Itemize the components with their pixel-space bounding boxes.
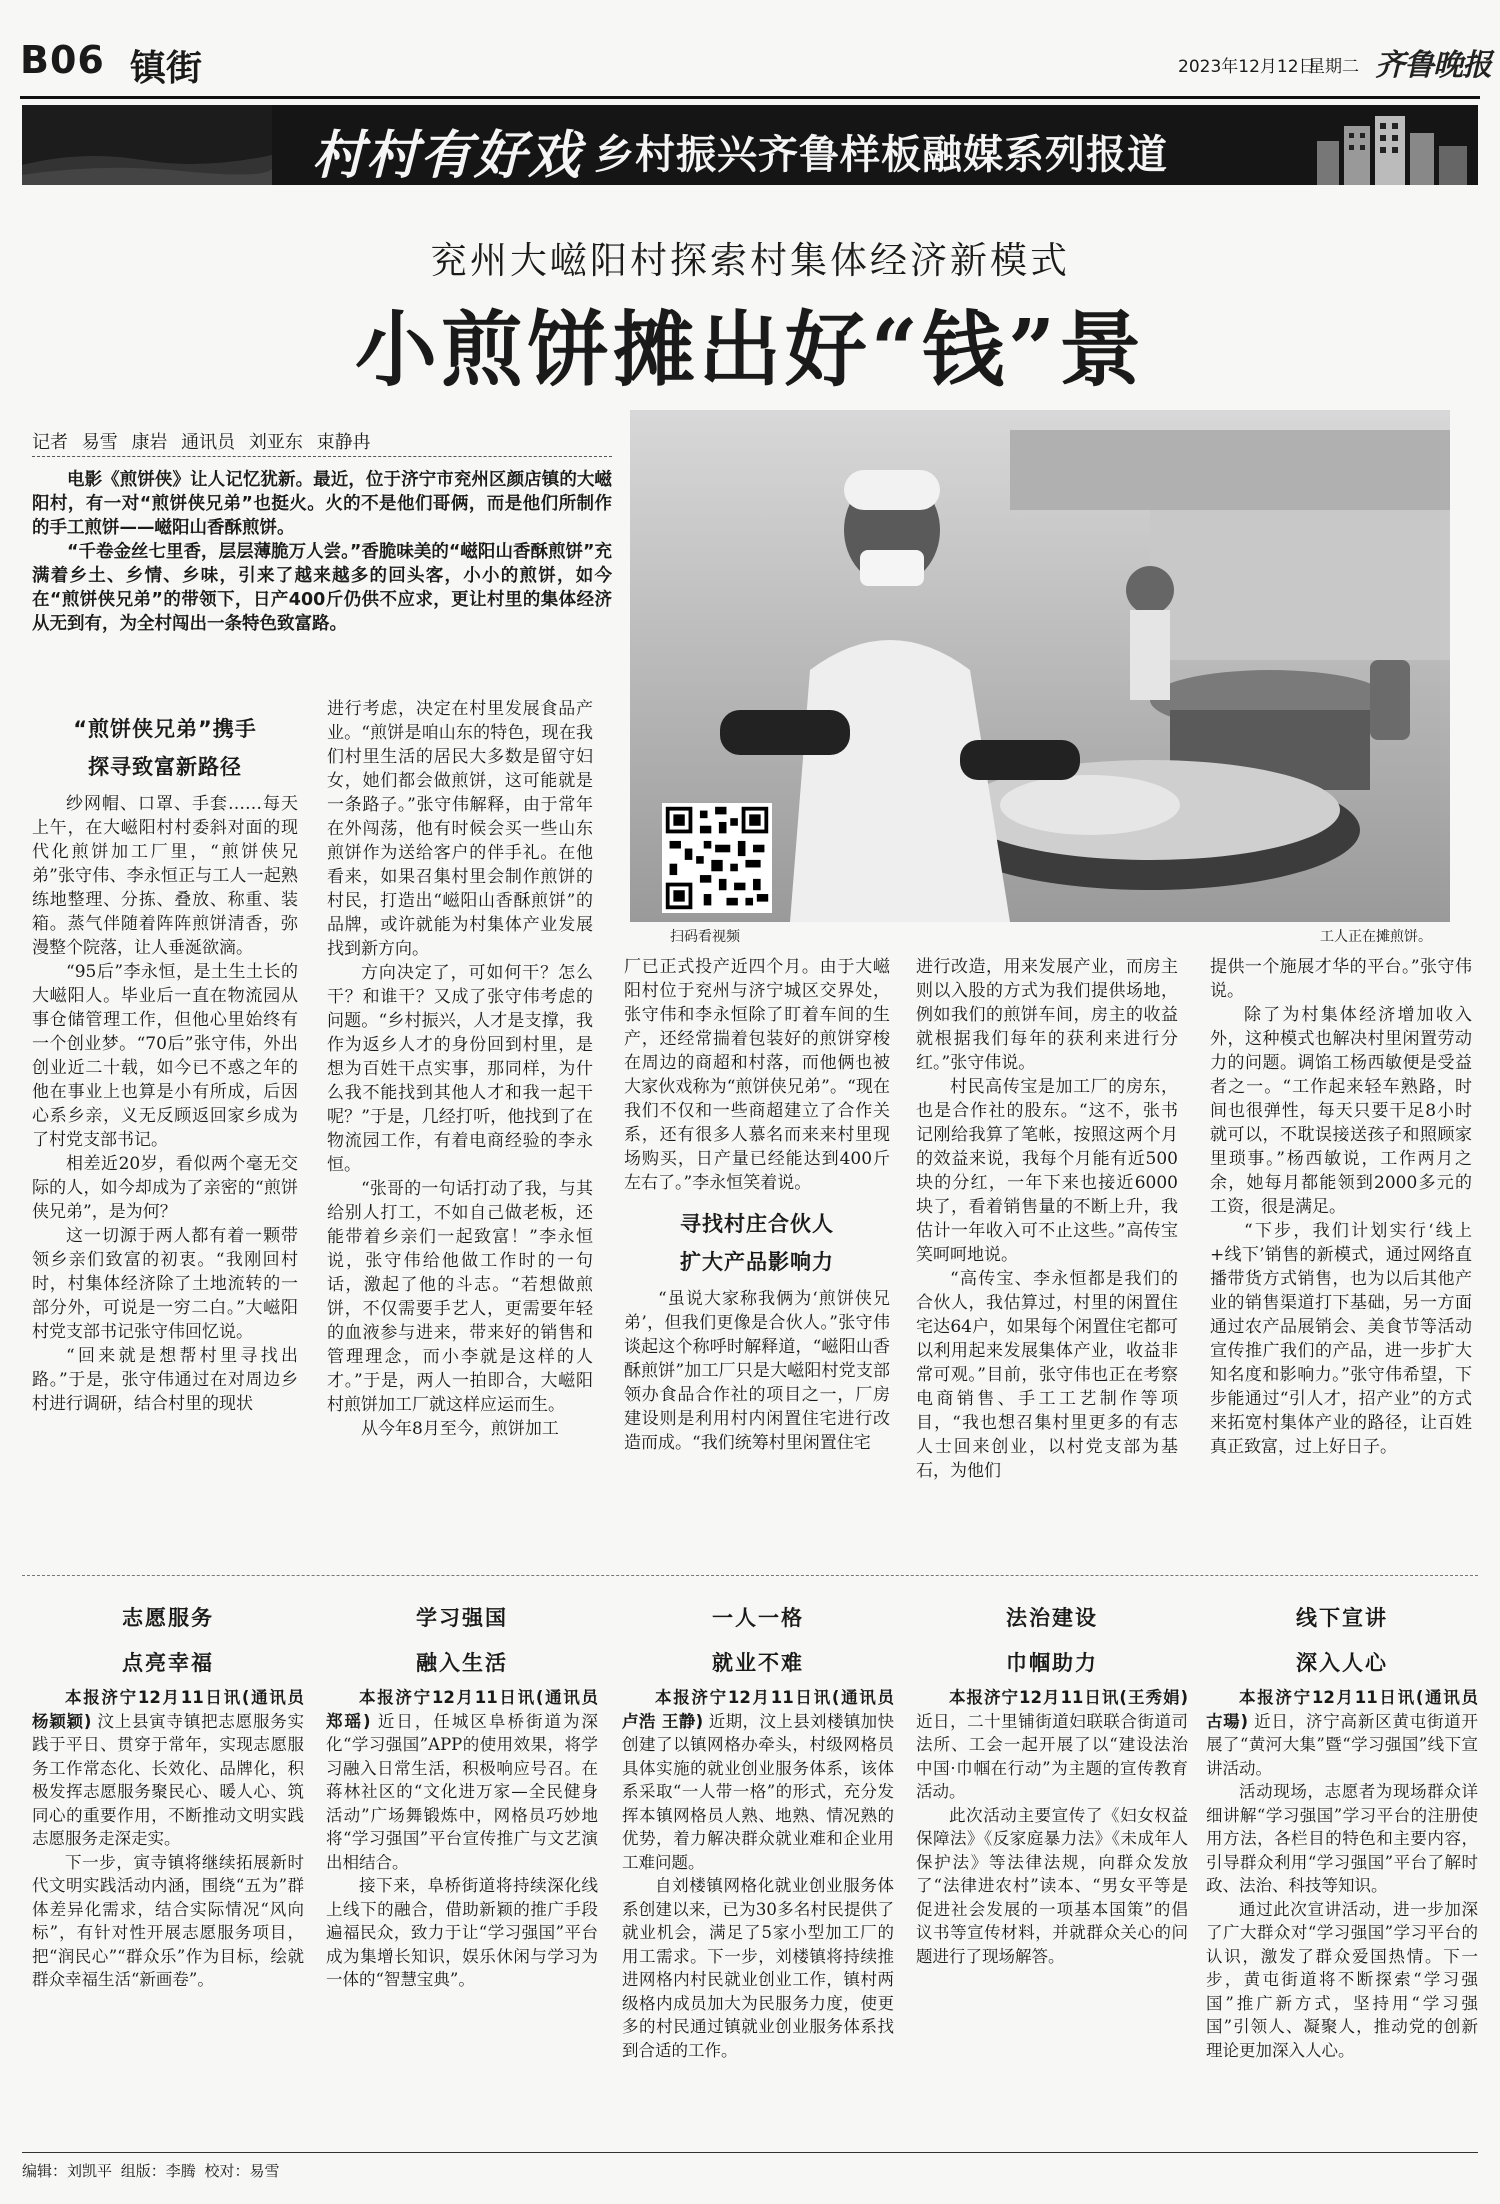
article-column-1 — [32, 710, 298, 1416]
news-brief — [32, 1596, 304, 1992]
brief-paragraph: 自刘楼镇网格化就业创业服务体系创建以来，已为30多名村民提供了就业机会，满足了5家小型加工厂的用工需求。下一步，刘楼镇将持续推进网格内村民就业创业工作，镇村两级格内成员加大为民服务力度，使更多的村民通过镇就业创业服务体系找到合适的工作。 — [622, 1876, 894, 2060]
brief-paragraph: 通过此次宣讲活动，进一步加深了广大群众对“学习强国”学习平台的认识，激发了群众爱国热情。下一步，黄屯街道将不断探索“学习强国”推广新方式，坚持用“学习强国”引领人、凝聚人，推动党的创新理论更加深入人心。 — [1206, 1899, 1478, 2060]
body-paragraph: 厂已正式投产近四个月。由于大嵫阳村位于兖州与济宁城区交界处，张守伟和李永恒除了盯着车间的生产，还经常揣着包装好的煎饼穿梭在周边的商超和村落，而他俩也被大家伙戏称为“煎饼侠兄弟”。“现在我们不仅和一些商超建立了合作关系，还有很多人慕名而来来村里现场购买，日产量已经能达到400斤左右了。”李永恒笑着说。 — [624, 957, 890, 1193]
article-column-3 — [624, 955, 890, 1455]
lead-paragraph: “千卷金丝七里香，层层薄脆万人尝。”香脆味美的“嵫阳山香酥煎饼”充满着乡土、乡情、乡味，引来了越来越多的回头客，小小的煎饼，如今在“煎饼侠兄弟”的带领下，日产400斤仍供不应求，更让村里的集体经济从无到有，为全村闯出一条特色致富路。 — [32, 542, 612, 634]
news-brief — [1206, 1596, 1478, 2062]
body-paragraph: 这一切源于两人都有着一颗带领乡亲们致富的初衷。“我刚回村时，村集体经济除了土地流转的一部分外，可说是一穷二白。”大嵫阳村党支部书记张守伟回忆说。 — [32, 1226, 298, 1342]
article-byline: 记者 易雪 康岩 通讯员 刘亚东 束静冉 — [32, 432, 371, 453]
brief-title — [622, 1596, 894, 1686]
page-header — [0, 0, 1500, 105]
qr-caption: 扫码看视频 — [670, 929, 740, 945]
newspaper-logo: 齐鲁晚报 — [1375, 48, 1491, 83]
body-paragraph: 进行考虑，决定在村里发展食品产业。“煎饼是咱山东的特色，现在我们村里生活的居民大多数是留守妇女，她们都会做煎饼，这可能就是一条路子。”张守伟解释，由于常年在外闯荡，他有时候会买一些山东煎饼作为送给客户的伴手礼。在他看来，如果召集村里会制作煎饼的村民，打造出“嵫阳山香酥煎饼”的品牌，或许就能为村集体产业发展找到新方向。 — [327, 699, 593, 959]
heading-line: 探寻致富新路径 — [88, 755, 242, 779]
brief-paragraph: 下一步，寅寺镇将继续拓展新时代文明实践活动内涵，围绕“五为”群体差异化需求，结合实际情况“风向标”，有针对性开展志愿服务项目，把“润民心”“群众乐”作为目标，绘就群众幸福生活“新画卷”。 — [32, 1852, 304, 1989]
news-brief — [916, 1596, 1188, 1968]
banner-title-left: 村村有好戏 — [312, 125, 583, 185]
brief-title-line: 法治建设 — [1006, 1606, 1098, 1630]
body-paragraph: “虽说大家称我俩为‘煎饼侠兄弟’，但我们更像是合伙人。”张守伟谈起这个称呼时解释道，“嵫阳山香酥煎饼”加工厂只是大嵫阳村党支部领办食品合作社的项目之一，厂房建设则是利用村内闲置住宅进行改造而成。“我们统筹村里闲置住宅 — [624, 1289, 890, 1453]
body-paragraph: 进行改造，用来发展产业，而房主则以入股的方式为我们提供场地，例如我们的煎饼车间，房主的收益就根据我们每年的获利来进行分红。”张守伟说。 — [916, 957, 1178, 1073]
article-column-4 — [916, 955, 1178, 1483]
section-name: 镇街 — [130, 47, 203, 89]
editor-credits: 编辑：刘凯平 组版：李腾 校对：易雪 — [22, 2162, 280, 2180]
body-paragraph: “高传宝、李永恒都是我们的合伙人，我估算过，村里的闲置住宅达64户，如果每个闲置住宅都可以利用起来发展集体产业，收益非常可观。”目前，张守伟也正在考察电商销售、手工工艺制作等项目，“我也想召集村里更多的有志人士回来创业，以村党支部为基石，为他们 — [916, 1269, 1178, 1481]
banner-field-graphic — [22, 105, 272, 185]
brief-title-line: 融入生活 — [416, 1651, 508, 1675]
brief-paragraph: 此次活动主要宣传了《妇女权益保障法》《反家庭暴力法》《未成年人保护法》等法律法规，向群众发放了“法律进农村”读本、“男女平等是促进社会发展的一项基本国策”的倡议书等宣传材料，并就群众关心的问题进行了现场解答。 — [916, 1805, 1188, 1966]
brief-dateline: 本报济宁12月11日讯(通讯员 古瑒) — [1206, 1688, 1478, 1731]
brief-title-line: 点亮幸福 — [122, 1651, 214, 1675]
briefs-divider — [22, 1575, 1478, 1576]
article-column-2 — [327, 697, 593, 1441]
body-paragraph: 方向决定了，可如何干？怎么干？和谁干？又成了张守伟考虑的问题。“乡村振兴，人才是支撑，我作为返乡人才的身份回到村里，是想为百姓干点实事，那同样，为什么我不能找到其他人才和我一起干呢？”于是，几经打听，他找到了在物流园工作，有着电商经验的李永恒。 — [327, 963, 593, 1175]
issue-weekday: 星期二 — [1308, 57, 1359, 77]
news-brief — [622, 1596, 894, 2062]
brief-title — [326, 1596, 598, 1686]
brief-title — [1206, 1596, 1478, 1686]
heading-line: 寻找村庄合伙人 — [680, 1212, 834, 1236]
article-subtitle: 兖州大嵫阳村探索村集体经济新模式 — [430, 239, 1070, 282]
body-paragraph: “张哥的一句话打动了我，与其给别人打工，不如自己做老板，还能带着乡亲们一起致富！”李永恒说，张守伟给他做工作时的一句话，激起了他的斗志。“若想做煎饼，不仅需要手艺人，更需要年轻的血液参与进来，带来好的销售和管理理念，而小李就是这样的人才。”于是，两人一拍即合，大嵫阳村煎饼加工厂就这样应运而生。 — [327, 1179, 593, 1415]
body-paragraph: 相差近20岁，看似两个毫无交际的人，如今却成为了亲密的“煎饼侠兄弟”，是为何？ — [32, 1154, 298, 1222]
brief-dateline: 本报济宁12月11日讯(通讯员 杨颖颖) — [32, 1688, 304, 1731]
brief-dateline: 本报济宁12月11日讯(王秀娟) — [949, 1688, 1188, 1707]
brief-text: 汶上县寅寺镇把志愿服务实践于平日、贯穿于常年，实现志愿服务工作常态化、长效化、品牌化，积极发挥志愿服务聚民心、暖人心、筑同心的重要作用，不断推动文明实践志愿服务走深走实。 — [32, 1711, 305, 1848]
brief-text: 近期，汶上县刘楼镇加快创建了以镇网格办牵头，村级网格员具体实施的就业创业服务体系，该体系采取“一人带一格”的形式，充分发挥本镇网格员人熟、地熟、情况熟的优势，着力解决群众就业难和企业用工难问题。 — [622, 1711, 895, 1872]
brief-title-line: 一人一格 — [712, 1606, 804, 1630]
body-paragraph: 村民高传宝是加工厂的房东，也是合作社的股东。“这不，张书记刚给我算了笔帐，按照这两个月的效益来说，我每个月能有近500块的分红，一年下来也接近6000块了，看着销售量的不断上升，我估计一年收入可不止这些。”高传宝笑呵呵地说。 — [916, 1077, 1178, 1265]
banner-skyline-graphic — [1312, 111, 1472, 185]
brief-title-line: 线下宣讲 — [1296, 1606, 1388, 1630]
brief-title-line: 就业不难 — [712, 1651, 804, 1675]
brief-paragraph: 接下来，阜桥街道将持续深化线上线下的融合，借助新颖的推广手段遍福民众，致力于让“学习强国”平台成为集增长知识，娱乐休闲与学习为一体的“智慧宝典”。 — [326, 1876, 598, 1989]
body-paragraph: 从今年8月至今，煎饼加工 — [361, 1419, 559, 1439]
video-qr-code[interactable] — [662, 803, 772, 913]
page-number: B06 — [20, 38, 105, 82]
article-column-5 — [1210, 955, 1472, 1459]
brief-title-line: 学习强国 — [416, 1606, 508, 1630]
byline-divider — [32, 456, 612, 457]
section-heading — [624, 1205, 890, 1281]
header-rule — [20, 96, 1480, 99]
brief-text: 近日，任城区阜桥街道为深化“学习强国”APP的使用效果，将学习融入日常生活，积极响应号召。在蒋林社区的“文化进万家—全民健身活动”广场舞锻炼中，网格员巧妙地将“学习强国”平台宣传推广与文艺演出相结合。 — [326, 1711, 599, 1872]
brief-title — [32, 1596, 304, 1686]
heading-line: “煎饼侠兄弟”携手 — [73, 717, 257, 741]
series-banner — [22, 105, 1478, 185]
brief-dateline: 本报济宁12月11日讯(通讯员 卢浩 王静) — [622, 1688, 894, 1731]
brief-text: 近日，二十里铺街道妇联联合街道司法所、工会一起开展了以“建设法治中国·巾帼在行动”为主题的宣传教育活动。 — [916, 1711, 1188, 1801]
body-paragraph: “下步，我们计划实行‘线上+线下’销售的新模式，通过网络直播带货方式销售，也为以后其他产业的销售渠道打下基础，另一方面通过农产品展销会、美食节等活动宣传推广我们的产品，进一步扩大知名度和影响力。”张守伟希望，下步能通过“引人才，招产业”的方式来拓宽村集体产业的路径，让百姓真正致富，过上好日子。 — [1210, 1221, 1472, 1457]
body-paragraph: “回来就是想帮村里寻找出路。”于是，张守伟通过在对周边乡村进行调研，结合村里的现状 — [32, 1346, 298, 1414]
article-headline: 小煎饼摊出好“钱”景 — [354, 302, 1146, 398]
photo-caption: 工人正在摊煎饼。 — [1320, 929, 1432, 945]
body-paragraph: 除了为村集体经济增加收入外，这种模式也解决村里闲置劳动力的问题。调馅工杨西敏便是受益者之一。“工作起来轻车熟路，时间也很弹性，每天只要干足8小时就可以，不耽误接送孩子和照顾家里琐事。”杨西敏说，工作两月之余，她每月都能领到2000多元的工资，很是满足。 — [1210, 1005, 1472, 1217]
brief-title-line: 巾帼助力 — [1006, 1651, 1098, 1675]
section-heading — [32, 710, 298, 786]
body-paragraph: 提供一个施展才华的平台。”张守伟说。 — [1210, 957, 1472, 1001]
lead-paragraph: 电影《煎饼侠》让人记忆犹新。最近，位于济宁市兖州区颜店镇的大嵫阳村，有一对“煎饼侠兄弟”也挺火。火的不是他们哥俩，而是他们所制作的手工煎饼——嵫阳山香酥煎饼。 — [32, 470, 612, 538]
news-brief — [326, 1596, 598, 1992]
footer-rule — [22, 2152, 1478, 2153]
banner-title-right: 乡村振兴齐鲁样板融媒系列报道 — [594, 132, 1168, 178]
body-paragraph: “95后”李永恒，是土生土长的大嵫阳人。毕业后一直在物流园从事仓储管理工作，但他心里始终有一个创业梦。“70后”张守伟，外出创业近二十载，如今已不惑之年的他在事业上也算是小有所成，后因心系乡亲，义无反顾返回家乡成为了村党支部书记。 — [32, 962, 298, 1150]
heading-line: 扩大产品影响力 — [680, 1250, 834, 1274]
brief-paragraph: 活动现场，志愿者为现场群众详细讲解“学习强国”学习平台的注册使用方法，各栏目的特色和主要内容，引导群众利用“学习强国”平台了解时政、法治、科技等知识。 — [1206, 1782, 1478, 1895]
issue-date: 2023年12月12日 — [1178, 57, 1316, 77]
article-lead — [32, 468, 612, 636]
brief-title-line: 志愿服务 — [122, 1606, 214, 1630]
brief-dateline: 本报济宁12月11日讯(通讯员 郑瑶) — [326, 1688, 598, 1731]
body-paragraph: 纱网帽、口罩、手套……每天上午，在大嵫阳村村委斜对面的现代化煎饼加工厂里，“煎饼侠兄弟”张守伟、李永恒正与工人一起熟练地整理、分拣、叠放、称重、装箱。蒸气伴随着阵阵煎饼清香，弥漫整个院落，让人垂涎欲滴。 — [32, 794, 298, 958]
brief-title — [916, 1596, 1188, 1686]
brief-text: 近日，济宁高新区黄屯街道开展了“黄河大集”暨“学习强国”线下宣讲活动。 — [1206, 1711, 1479, 1778]
brief-title-line: 深入人心 — [1296, 1651, 1388, 1675]
